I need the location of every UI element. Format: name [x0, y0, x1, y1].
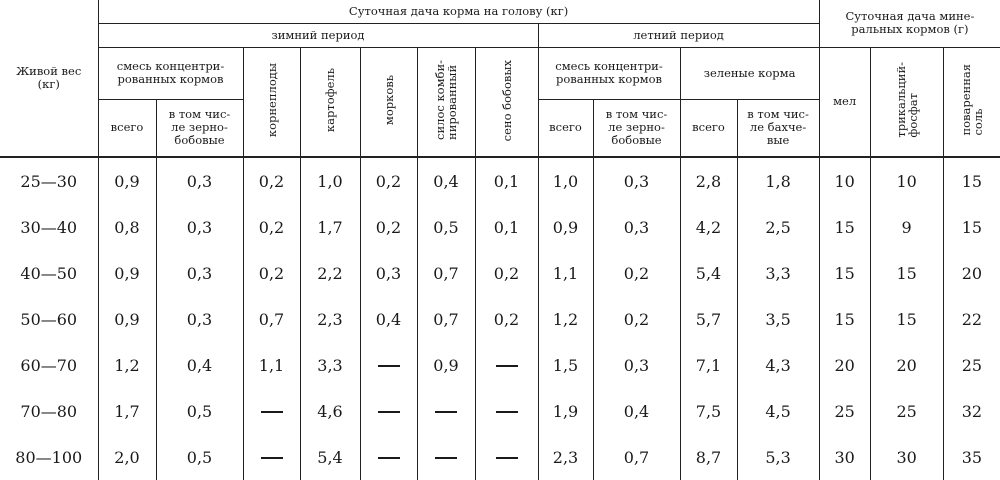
table-cell: 0,2	[475, 296, 538, 342]
table-cell: 22	[943, 296, 1000, 342]
summer-period-header: летний период	[538, 23, 819, 47]
table-row	[0, 296, 1000, 342]
table-cell: 15	[943, 157, 1000, 204]
carrot-header: морковь	[360, 47, 417, 157]
table-cell: 0,3	[156, 250, 243, 296]
table-cell: 20	[943, 250, 1000, 296]
winter-incl-grain-legume-header: в том чис- ле зерно- бобовые	[156, 99, 243, 157]
table-cell: 0,8	[98, 204, 156, 250]
table-cell: 7,1	[680, 342, 737, 388]
table-cell: 0,3	[156, 204, 243, 250]
table-cell: 5,3	[737, 434, 819, 480]
table-row	[0, 204, 1000, 250]
table-cell	[360, 342, 417, 388]
table-cell: 1,9	[538, 388, 593, 434]
table-cell: 5,4	[300, 434, 360, 480]
table-cell: 0,1	[475, 204, 538, 250]
table-cell: 1,1	[538, 250, 593, 296]
row-weight-cell: 80—100	[15, 447, 83, 467]
concentrate-mixture-winter-header: смесь концентри- рованных кормов	[98, 47, 243, 99]
summer-incl-grain-legume-header: в том чис- ле зерно- бобовые	[593, 99, 680, 157]
table-cell: 0,9	[98, 250, 156, 296]
table-cell: 1,5	[538, 342, 593, 388]
table-cell: 0,4	[360, 296, 417, 342]
table-cell: 30	[870, 434, 943, 480]
table-cell: 35	[943, 434, 1000, 480]
table-cell: 10	[870, 157, 943, 204]
dash-mark	[496, 457, 518, 459]
table-cell: 3,5	[737, 296, 819, 342]
table-cell: 2,3	[538, 434, 593, 480]
dash-mark	[496, 411, 518, 413]
mineral-feed-header: Суточная дача мине- ральных кормов (г)	[819, 0, 1000, 47]
table-cell: 0,3	[156, 157, 243, 204]
table-cell: 15	[943, 204, 1000, 250]
table-cell	[417, 388, 475, 434]
table-cell: 25	[943, 342, 1000, 388]
table-cell: 1,0	[300, 157, 360, 204]
table-cell	[360, 388, 417, 434]
table-cell: 8,7	[680, 434, 737, 480]
green-feed-header: зеленые корма	[680, 47, 819, 99]
table-cell: 5,7	[680, 296, 737, 342]
table-cell: 1,8	[737, 157, 819, 204]
combined-silage-header: силос комби- нированный	[417, 47, 475, 157]
dash-mark	[378, 365, 400, 367]
live-weight-header: Живой вес (кг)	[0, 0, 98, 157]
table-cell: 20	[819, 342, 870, 388]
tricalcium-phosphate-header: трикальций- фосфат	[870, 47, 943, 157]
table-cell: 0,9	[98, 296, 156, 342]
table-cell: 5,4	[680, 250, 737, 296]
dash-mark	[261, 411, 283, 413]
table-cell	[360, 434, 417, 480]
table-cell: 0,7	[243, 296, 300, 342]
table-cell: 20	[870, 342, 943, 388]
table-cell: 0,7	[593, 434, 680, 480]
table-cell: 25	[819, 388, 870, 434]
table-cell: 2,5	[737, 204, 819, 250]
table-cell	[475, 342, 538, 388]
table-cell	[243, 388, 300, 434]
table-row	[0, 388, 1000, 434]
table-cell: 0,2	[360, 204, 417, 250]
table-row	[0, 342, 1000, 388]
table-row	[0, 434, 1000, 480]
summer-total-header: всего	[538, 99, 593, 157]
table-cell: 0,9	[98, 157, 156, 204]
table-cell: 0,3	[360, 250, 417, 296]
green-total-header: всего	[680, 99, 737, 157]
table-cell: 0,3	[593, 342, 680, 388]
table-cell	[417, 434, 475, 480]
table-cell: 0,2	[593, 250, 680, 296]
table-cell: 15	[870, 296, 943, 342]
table-cell: 1,7	[300, 204, 360, 250]
row-weight-cell: 70—80	[20, 401, 78, 421]
row-weight-cell: 40—50	[20, 263, 78, 283]
table-cell: 4,5	[737, 388, 819, 434]
table-cell: 0,2	[593, 296, 680, 342]
dash-mark	[435, 457, 457, 459]
table-cell: 0,2	[475, 250, 538, 296]
root-crops-header: корнеплоды	[243, 47, 300, 157]
table-cell: 0,2	[360, 157, 417, 204]
table-cell: 9	[870, 204, 943, 250]
dash-mark	[261, 457, 283, 459]
table-salt-header: поваренная соль	[943, 47, 1000, 157]
row-weight-cell: 30—40	[20, 217, 78, 237]
table-cell: 0,4	[417, 157, 475, 204]
table-cell: 1,0	[538, 157, 593, 204]
table-cell: 0,7	[417, 250, 475, 296]
green-incl-melon-header: в том чис- ле бахче- вые	[737, 99, 819, 157]
daily-feed-header: Суточная дача корма на голову (кг)	[98, 0, 819, 23]
row-weight-cell: 60—70	[20, 355, 78, 375]
row-weight-cell: 50—60	[20, 309, 78, 329]
table-cell: 3,3	[300, 342, 360, 388]
table-cell: 0,5	[156, 434, 243, 480]
table-cell: 0,5	[417, 204, 475, 250]
table-cell: 32	[943, 388, 1000, 434]
table-cell: 0,2	[243, 204, 300, 250]
dash-mark	[496, 365, 518, 367]
table-cell: 2,2	[300, 250, 360, 296]
table-cell: 15	[819, 250, 870, 296]
table-cell: 25	[870, 388, 943, 434]
table-cell: 2,8	[680, 157, 737, 204]
table-cell: 0,9	[538, 204, 593, 250]
table-cell: 15	[819, 204, 870, 250]
legume-hay-header: сено бобовых	[475, 47, 538, 157]
table-cell: 1,1	[243, 342, 300, 388]
table-cell: 0,3	[593, 204, 680, 250]
table-cell: 0,5	[156, 388, 243, 434]
table-cell: 0,2	[243, 157, 300, 204]
table-cell: 2,0	[98, 434, 156, 480]
table-cell: 0,7	[417, 296, 475, 342]
table-cell: 2,3	[300, 296, 360, 342]
table-cell	[475, 434, 538, 480]
table-cell: 10	[819, 157, 870, 204]
table-cell: 30	[819, 434, 870, 480]
table-cell: 15	[819, 296, 870, 342]
potato-header: картофель	[300, 47, 360, 157]
table-cell	[243, 434, 300, 480]
concentrate-mixture-summer-header: смесь концентри- рованных кормов	[538, 47, 680, 99]
table-cell: 0,3	[593, 157, 680, 204]
table-cell: 1,2	[538, 296, 593, 342]
row-weight-cell: 25—30	[20, 171, 78, 191]
chalk-header: мел	[819, 47, 870, 157]
table-cell: 1,2	[98, 342, 156, 388]
table-cell: 0,1	[475, 157, 538, 204]
table-cell: 0,4	[593, 388, 680, 434]
table-cell: 1,7	[98, 388, 156, 434]
winter-period-header: зимний период	[98, 23, 538, 47]
table-row	[0, 250, 1000, 296]
table-cell: 0,2	[243, 250, 300, 296]
table-cell: 0,3	[156, 296, 243, 342]
dash-mark	[435, 411, 457, 413]
table-cell	[475, 388, 538, 434]
table-cell: 4,3	[737, 342, 819, 388]
table-cell: 4,6	[300, 388, 360, 434]
table-cell: 4,2	[680, 204, 737, 250]
dash-mark	[378, 411, 400, 413]
winter-total-header: всего	[98, 99, 156, 157]
table-cell: 7,5	[680, 388, 737, 434]
table-cell: 0,9	[417, 342, 475, 388]
table-row	[0, 157, 1000, 204]
table-cell: 15	[870, 250, 943, 296]
table-cell: 3,3	[737, 250, 819, 296]
table-cell: 0,4	[156, 342, 243, 388]
dash-mark	[378, 457, 400, 459]
